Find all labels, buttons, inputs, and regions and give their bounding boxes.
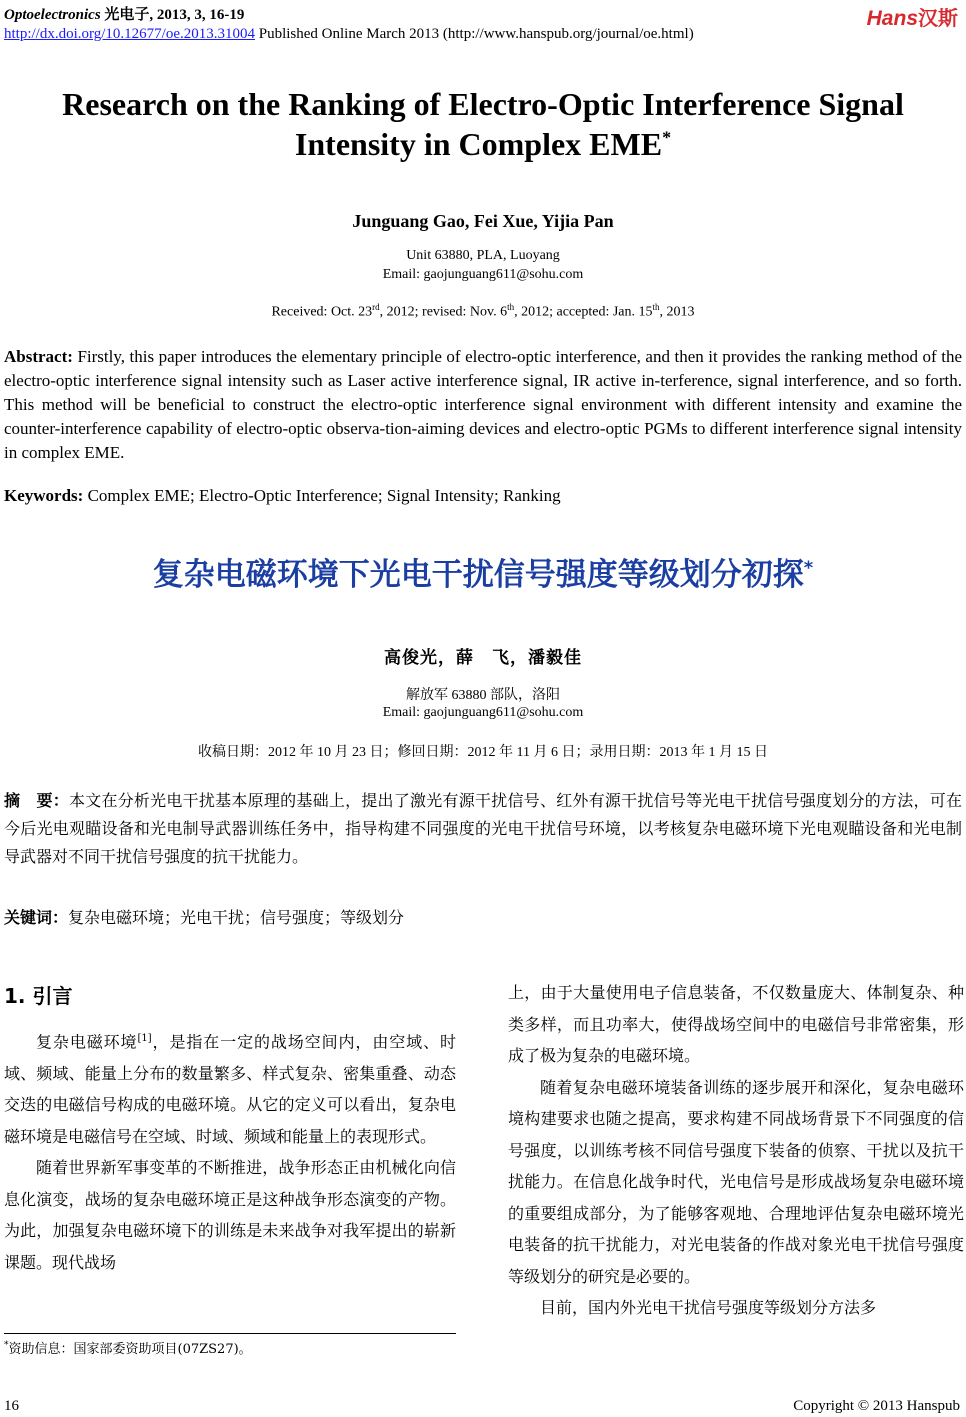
footnote-mark: * (4, 1340, 9, 1351)
keywords-text-cn: 复杂电磁环境；光电干扰；信号强度；等级划分 (68, 908, 405, 927)
logo-chinese: 汉斯 (918, 8, 958, 30)
abstract-label-cn: 摘 要： (4, 791, 69, 810)
title-line-1: Research on the Ranking of Electro-Optic Interference Signal (62, 86, 904, 122)
page-number: 16 (4, 1398, 19, 1414)
abstract-cn (4, 787, 962, 871)
received-dates-en: Received: Oct. 23rd, 2012; revised: Nov. 6th, 2012; accepted: Jan. 15th, 2013 (271, 302, 695, 320)
body-paragraph: 随着复杂电磁环境装备训练的逐步展开和深化，复杂电磁环境构建要求也随之提高，要求构建不同战场背景下不同强度的信号强度，以训练考核不同信号强度下装备的侦察、干扰以及抗干扰能力。在信息化战争时代，光电信号是形成战场复杂电磁环境的重要组成部分，为了能够客观地、合理地评估复杂电磁环境光电装备的抗干扰能力，对光电装备的作战对象光电干扰信号强度等级划分的研究是必要的。 (508, 1077, 964, 1286)
body-paragraph: 上，由于大量使用电子信息装备，不仅数量庞大、体制复杂、种类多样，而且功率大，使得战场空间中的电磁信号非常密集，形成了极为复杂的电磁环境。 (508, 983, 964, 1065)
doi-line (4, 26, 694, 43)
section-heading-intro: 1. 引言 (4, 984, 73, 1008)
hans-logo (867, 2, 958, 31)
copyright-notice: Copyright © 2013 Hanspub (793, 1398, 960, 1414)
abstract-text-en: Firstly, this paper introduces the elementary principle of electro-optic interference, and then it provides the ranking method of the electro-optic interference signal intensity such as Laser active interference signal, IR active in-terference, signal interference, and so forth. This method will be beneficial to construct the electro-optic interference signal environment with different intensity and examine the counter-interference capability of electro-optic observa-tion-aiming devices and electro-optic PGMs to different interference signal intensity in complex EME. (4, 347, 962, 462)
doi-link[interactable]: http://dx.doi.org/10.12677/oe.2013.31004 (4, 26, 255, 42)
body-column-left (4, 1023, 456, 1278)
title-line-2: Intensity in Complex EME (294, 126, 663, 162)
keywords-label-cn: 关键词： (4, 908, 69, 927)
body-column-right (508, 977, 964, 1324)
email-en: Email: gaojunguang611@sohu.com (382, 267, 584, 282)
title-footnote-mark: * (662, 127, 672, 148)
footnote-divider (4, 1333, 456, 1334)
affiliation-en: Unit 63880, PLA, Luoyang (406, 248, 560, 263)
abstract-text-cn: 本文在分析光电干扰基本原理的基础上，提出了激光有源干扰信号、红外有源干扰信号等光电干扰信号强度划分的方法，可在今后光电观瞄设备和光电制导武器训练任务中，指导构建不同强度的光电干扰信号环境，以考核复杂电磁环境下光电观瞄设备和光电制导武器对不同干扰信号强度的抗干扰能力。 (4, 791, 962, 866)
email-cn: Email: gaojunguang611@sohu.com (382, 705, 584, 720)
keywords-en (4, 484, 962, 508)
received-dates-cn: 收稿日期：2012 年 10 月 23 日；修回日期：2012 年 11 月 6 日；录用日期：2013 年 1 月 15 日 (198, 745, 768, 760)
body-paragraph: 随着世界新军事变革的不断推进，战争形态正由机械化向信息化演变，战场的复杂电磁环境正是这种战争形态演变的产物。为此，加强复杂电磁环境下的训练是未来战争对我军提出的崭新课题。现代战场 (4, 1158, 456, 1272)
journal-issue: 光电子, 2013, 3, 16-19 (100, 7, 245, 23)
paper-title-cn (0, 549, 966, 594)
journal-header (4, 3, 244, 24)
keywords-text-en: Complex EME; Electro-Optic Interference; Signal Intensity; Ranking (83, 486, 561, 505)
body-paragraph: 目前，国内外光电干扰信号强度等级划分方法多 (540, 1298, 877, 1317)
published-online: Published Online March 2013 (http://www.hanspub.org/journal/oe.html) (254, 26, 694, 42)
authors-cn: 高俊光，薛 飞，潘毅佳 (384, 648, 582, 668)
citation-ref[interactable]: [1] (137, 1033, 152, 1044)
logo-latin: Hans (866, 7, 918, 30)
keywords-label-en: Keywords: (4, 486, 84, 505)
abstract-en (4, 345, 962, 465)
abstract-label-en: Abstract: (4, 347, 73, 366)
keywords-cn (4, 904, 962, 932)
title-cn-footnote-mark: * (803, 557, 814, 579)
authors-en: Junguang Gao, Fei Xue, Yijia Pan (352, 211, 614, 231)
paper-title-en (0, 84, 966, 164)
body-paragraph: 复杂电磁环境[1]，是指在一定的战场空间内，由空域、时域、频域、能量上分布的数量繁多、样式复杂、密集重叠、动态交迭的电磁信号构成的电磁环境。从它的定义可以看出，复杂电磁环境是电磁信号在空域、时域、频域和能量上的表现形式。 (4, 1032, 456, 1146)
footnote (4, 1338, 252, 1357)
affiliation-cn: 解放军 63880 部队，洛阳 (406, 688, 560, 703)
journal-name: Optoelectronics (4, 7, 101, 23)
title-cn-text: 复杂电磁环境下光电干扰信号强度等级划分初探 (152, 557, 804, 593)
footnote-text: 资助信息：国家部委资助项目(07ZS27)。 (8, 1342, 252, 1357)
